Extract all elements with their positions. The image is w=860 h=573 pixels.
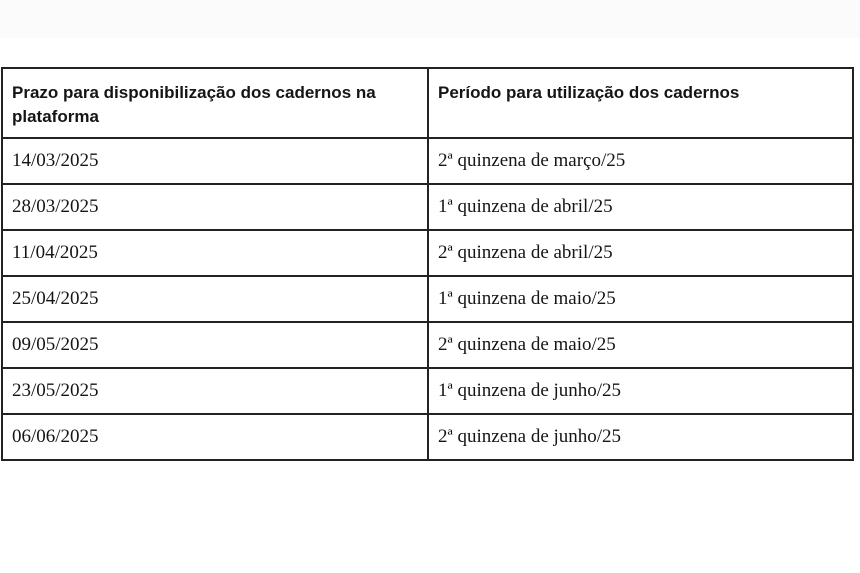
deadline-cell: 23/05/2025 [2, 368, 428, 414]
period-cell: 2ª quinzena de junho/25 [428, 414, 853, 460]
period-cell: 2ª quinzena de maio/25 [428, 322, 853, 368]
period-cell: 1ª quinzena de junho/25 [428, 368, 853, 414]
deadline-cell: 09/05/2025 [2, 322, 428, 368]
table-row [2, 322, 853, 368]
table-row [2, 414, 853, 460]
table-row [2, 138, 853, 184]
top-band [0, 0, 860, 38]
deadline-cell: 06/06/2025 [2, 414, 428, 460]
deadline-cell: 11/04/2025 [2, 230, 428, 276]
table-row [2, 184, 853, 230]
table-row [2, 276, 853, 322]
header-row [2, 68, 853, 138]
table-body [2, 138, 853, 460]
period-cell: 2ª quinzena de abril/25 [428, 230, 853, 276]
deadline-cell: 25/04/2025 [2, 276, 428, 322]
table-row [2, 230, 853, 276]
header-deadline: Prazo para disponibilização dos cadernos na plataforma [2, 68, 428, 138]
table-row [2, 368, 853, 414]
period-cell: 2ª quinzena de março/25 [428, 138, 853, 184]
deadline-cell: 14/03/2025 [2, 138, 428, 184]
schedule-table [1, 67, 854, 461]
header-usage-period: Período para utilização dos cadernos [428, 68, 853, 138]
period-cell: 1ª quinzena de abril/25 [428, 184, 853, 230]
period-cell: 1ª quinzena de maio/25 [428, 276, 853, 322]
deadline-cell: 28/03/2025 [2, 184, 428, 230]
table-header [2, 68, 853, 138]
